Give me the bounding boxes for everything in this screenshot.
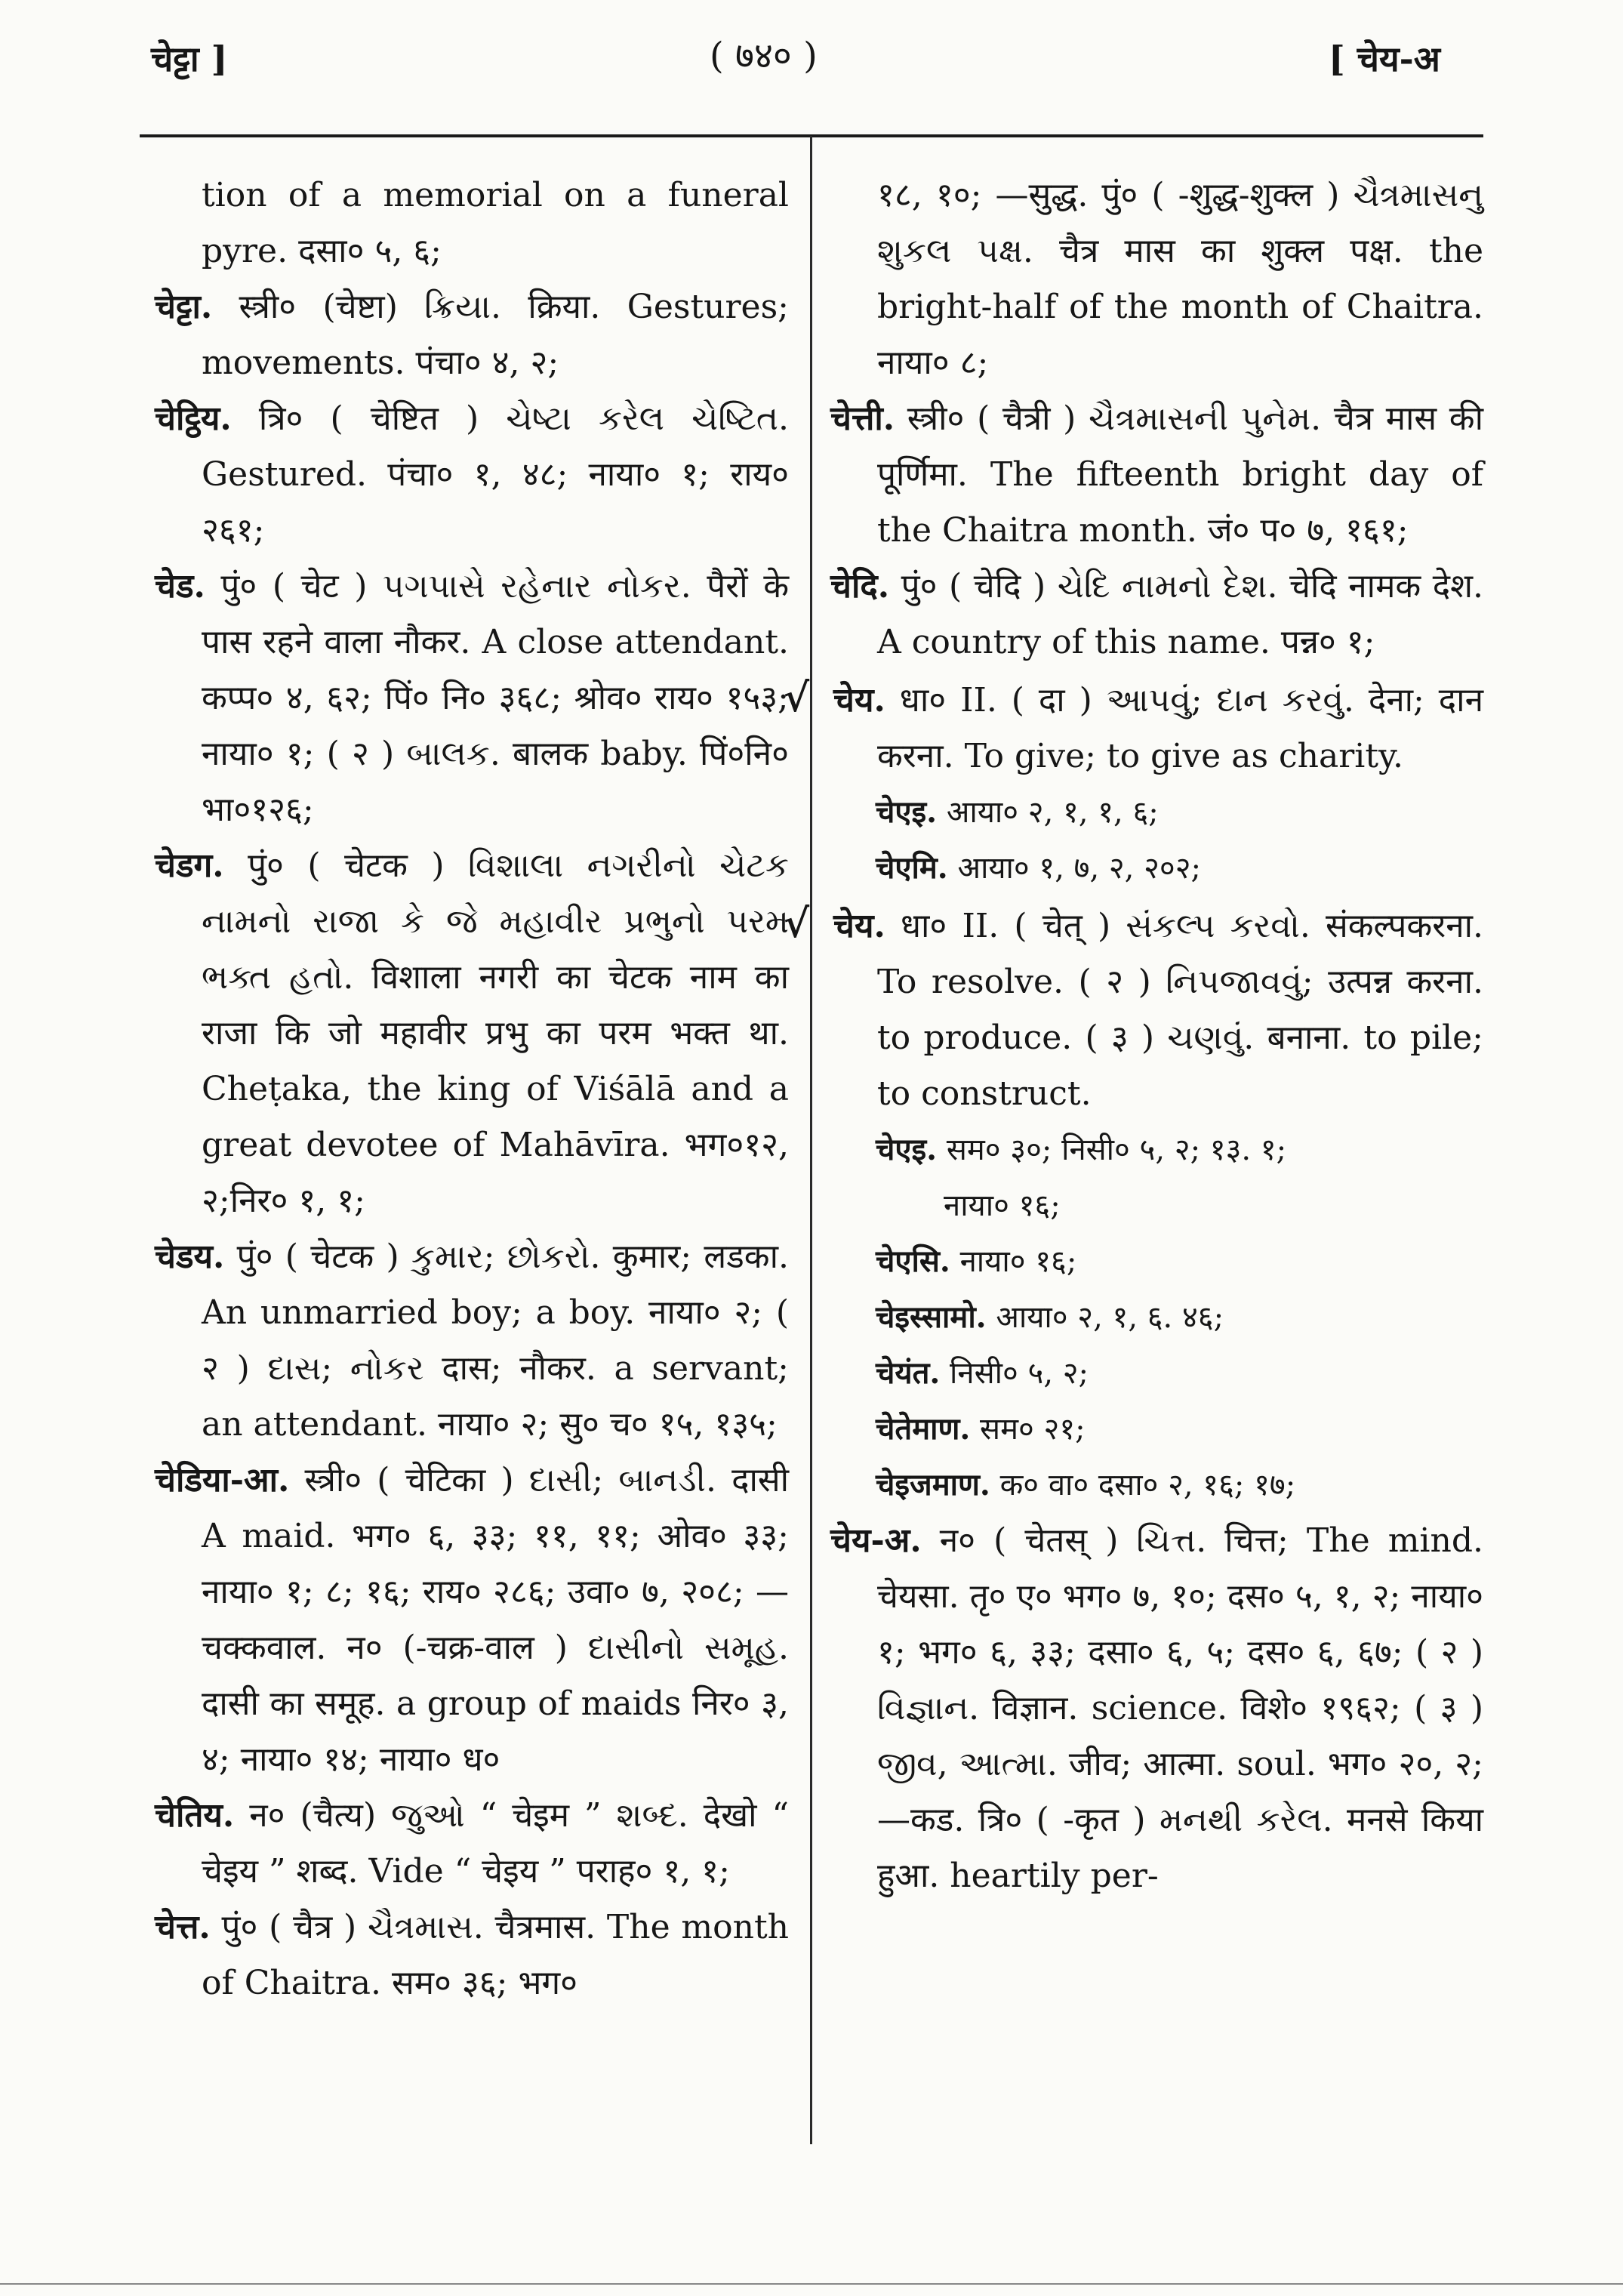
dictionary-entry [155, 1453, 789, 1788]
entry-text: आया० १, ७, २, २०२; [957, 851, 1201, 886]
entry-text: आया० २, १, ६. ४६; [996, 1300, 1224, 1335]
entry-headword: चेइस्सामो. [876, 1299, 987, 1335]
dictionary-entry [155, 838, 789, 1229]
entry-text: पुं० ( चेट ) પગપાસે રહેનાર નોકર. पैरों के पास रहने वाला नौकर. A close attendant. कप्प० ४, ६२; पिं० नि० ३६८; श्रोव० राय० १५३; नाया० १; ( २ ) બાલક. बालक baby. पिं०नि० भा०१२६; [202, 567, 789, 829]
left-column [155, 168, 789, 2011]
entry-headword: चेट्टा. [155, 288, 213, 326]
entry-text: धा० II. ( दा ) આપવું; દાન કરવું. देना; दान करना. To give; to give as charity. [877, 681, 1483, 775]
inflected-form [830, 1178, 1483, 1234]
dictionary-entry [155, 559, 789, 838]
entry-headword: चेडिया-आ. [155, 1461, 290, 1499]
entry-text: नाया० १६; [944, 1188, 1061, 1223]
entry-text: न० ( चेतस् ) ચિત્ત. चित्त; The mind. चेयसा. तृ० ए० भग० ७, १०; दस० ५, १, २; नाया० १; भग० ६, ३३; दसा० ६, ५; दस० ६, ६७; ( २ ) વિજ્ઞાન. विज्ञान. science. विशे० १९६२; ( ३ ) જીવ, આત્મા. जीव; आत्मा. soul. भग० २०, २; —कड. त्रि० ( -कृत ) મનથી કરેલ. मनसे किया हुआ. heartily per- [877, 1521, 1483, 1895]
entry-text: स्त्री० (चेष्टा) ક્રિયા. क्रिया. Gestures; movements. पंचा० ४, २; [202, 288, 789, 382]
dictionary-entry: √ चेय. धा० II. ( दा ) આપવું; દાન કરવું. देना; दान करना. To give; to give as charity. [784, 675, 1483, 775]
entry-text: स्त्री० ( चैत्री ) ચૈત્રમાસની પુનેમ. चैत्र मास की पूर्णिमा. The fifteenth bright day of the Chaitra month. जं० प० ७, १६१; [877, 399, 1483, 550]
entry-text: स्त्री० ( चेटिका ) દાસી; બાનડી. दासी A maid. भग० ६, ३३; ११, ११; ओव० ३३; नाया० १; ८; १६; राय० २८६; उवा० ७, २०८; —चक्कवाल. न० (-चक्र-वाल ) દાસીનો સમૂહ. दासी का समूह. a group of maids निर० ३, ४; नाया० १४; नाया० ध० [202, 1461, 789, 1779]
entry-headword: चेट्ठिय. [155, 399, 232, 438]
page-number: ( ७४० ) [710, 35, 818, 77]
entry-text: पुं० ( चेटक ) વિશાલા નગરીનો ચેટક નામનો રાજા કે જે મહાવીર પ્રભુનો પરમ ભક્ત હતો. विशाला नगरी का चेटक नाम का राजा कि जो महावीर प्रभु का परम भक्त था. Cheṭaka, the king of Viśālā and a great devotee of Mahāvīra. भग०१२, २;निर० १, १; [202, 846, 789, 1220]
entry-continuation [155, 168, 789, 279]
entry-text: १८, १०; —सुद्ध. पुं० ( -शुद्ध-शुक्ल ) ચૈત્રમાસનુ શુકલ પક્ષ. चैत्र मास का शुक्ल पक्ष. the bright-half of the month of Chaitra. नाया० ८; [877, 176, 1483, 382]
entry-headword: चेय. [833, 907, 885, 945]
entry-headword: चेएइ. [876, 1132, 938, 1167]
entry-text: tion of a memorial on a funeral pyre. दसा० ५, ६; [202, 176, 789, 270]
entry-headword: चेतिय. [155, 1796, 235, 1835]
inflected-form [830, 1401, 1483, 1457]
entry-text: निसी० ५, २; [950, 1356, 1089, 1391]
entry-text: सम० २१; [980, 1412, 1086, 1447]
dictionary-entry [830, 391, 1483, 559]
entry-headword: चेइजमाण. [876, 1467, 990, 1502]
inflected-form [830, 784, 1483, 840]
entry-continuation [830, 168, 1483, 391]
dictionary-entry: √ चेय. धा० II. ( चेत् ) સંકલ્પ કરવો. संकल्पकरना. To resolve. ( २ ) નિપજાવવું; उत्पन्न करना. to produce. ( ३ ) ચણવું. बनाना. to pile; to construct. [784, 901, 1483, 1113]
entry-text: पुं० ( चैत्र ) ચૈત્રમાસ. चैत्रमास. The month of Chaitra. सम० ३६; भग० [202, 1908, 789, 2002]
inflected-form [830, 1234, 1483, 1290]
entry-headword: चेतेमाण. [876, 1411, 971, 1447]
entry-text: पुं० ( चेटक ) કુમાર; છોકરો. कुमार; लडका. An unmarried boy; a boy. नाया० २; ( २ ) દાસ; નોકર दास; नौकर. a servant; an attendant. नाया० २; सु० च० १५, १३५; [202, 1237, 789, 1444]
dictionary-entry [830, 1513, 1483, 1904]
entry-headword: चेड. [155, 567, 205, 606]
header-right-guide-word: [ चेय-अ [1329, 39, 1440, 79]
entry-headword: चेदि. [830, 567, 890, 606]
entry-headword: चेत्ती. [830, 399, 895, 438]
entry-text: न० (चैत्य) જુઓ “ चेइम ” શબ્દ. देखो “ चेइय ” शब्द. Vide “ चेइय ” पराह० १, १; [202, 1796, 789, 1891]
entry-text: धा० II. ( चेत् ) સંકલ્પ કરવો. संकल्पकरना. To resolve. ( २ ) નિપજાવવું; उत्पन्न करना. to produce. ( ३ ) ચણવું. बनाना. to pile; to construct. [877, 907, 1483, 1113]
entry-text: आया० २, १, १, ६; [946, 795, 1159, 830]
inflected-form [830, 840, 1483, 896]
right-column [784, 168, 1483, 1904]
entry-headword: चेडग. [155, 846, 224, 885]
dictionary-entry [155, 1900, 789, 2011]
entry-headword: चेएमि. [876, 850, 948, 886]
entry-headword: चेत्त. [155, 1908, 211, 1946]
entry-text: नाया० १६; [959, 1244, 1077, 1279]
entry-headword: चेय-अ. [830, 1521, 922, 1560]
entry-headword: चेएइ. [876, 794, 938, 830]
dictionary-entry [155, 1229, 789, 1453]
inflected-form [830, 1345, 1483, 1401]
dictionary-entry [830, 559, 1483, 670]
inflected-form [830, 1122, 1483, 1178]
inflected-form [830, 1290, 1483, 1345]
column-divider [810, 136, 812, 2144]
entry-text: सम० ३०; निसी० ५, २; १३. १; [946, 1133, 1287, 1167]
dictionary-entry [155, 1788, 789, 1900]
entry-headword: चेडय. [155, 1237, 225, 1276]
entry-text: त्रि० ( चेष्टित ) ચેષ્ટા કરેલ ચેષ્ટિત. Gestured. पंचा० १, ४८; नाया० १; राय० २६१; [202, 399, 789, 550]
entry-headword: चेय. [833, 681, 885, 720]
entry-headword: चेएसि. [876, 1244, 950, 1279]
header-left-guide-word: चेट्टा ] [151, 39, 228, 79]
entry-text: पुं० ( चेदि ) ચેદિ નામનો દેશ. चेदि नामक देश. A country of this name. पन्न० १; [877, 567, 1483, 661]
dictionary-entry [155, 391, 789, 559]
inflected-form [830, 1457, 1483, 1513]
entry-headword: चेयंत. [876, 1355, 941, 1391]
page-header [0, 30, 1623, 98]
dictionary-entry [155, 279, 789, 391]
footer-rule [0, 2283, 1623, 2285]
entry-text: क० वा० दसा० २, १६; १७; [999, 1468, 1296, 1502]
